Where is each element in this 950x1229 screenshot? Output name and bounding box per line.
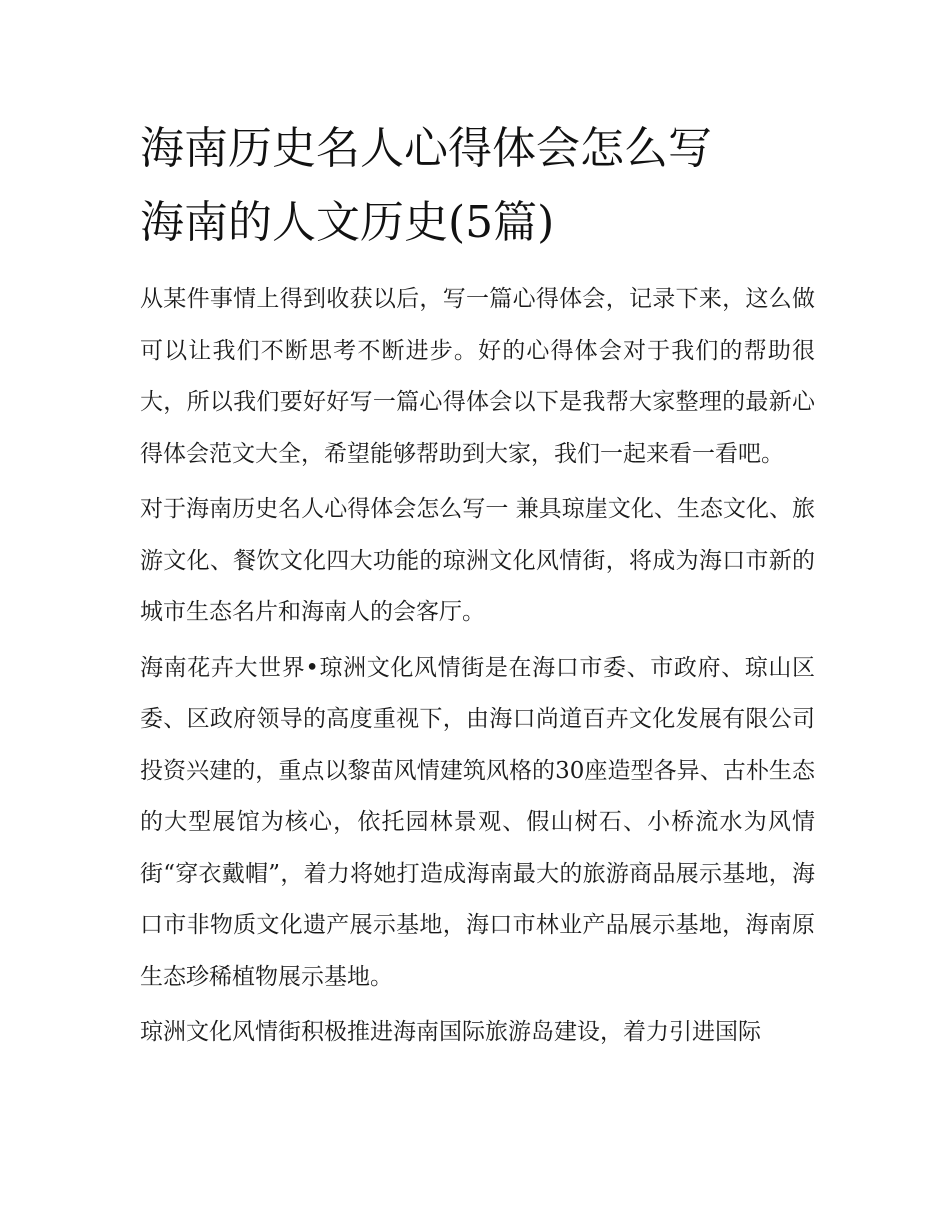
paragraph-tourism: 琼洲文化风情街积极推进海南国际旅游岛建设，着力引进国际 [140,1019,761,1045]
paragraph-section-one: 对于海南历史名人心得体会怎么写一 兼具琼崖文化、生态文化、旅游文化、餐饮文化四大功能的琼洲文化风情街，将成为海口市新的城市生态名片和海南人的会客厅。 [140,496,815,625]
paragraph-list [140,274,815,1059]
document-body [140,112,815,1063]
document-title [140,112,815,260]
paragraph-intro: 从某件事情上得到收获以后，写一篇心得体会，记录下来，这么做可以让我们不断思考不断进步。好的心得体会对于我们的帮助很大，所以我们要好好写一篇心得体会以下是我帮大家整理的最新心得体会范文大全，希望能够帮助到大家，我们一起来看一看吧。 [140,286,815,467]
title-line-2: 海南的人文历史(5篇) [140,197,555,248]
title-line-1: 海南历史名人心得体会怎么写 [140,123,712,174]
paragraph-flower-world: 海南花卉大世界•琼洲文化风情街是在海口市委、市政府、琼山区委、区政府领导的高度重视下，由海口尚道百卉文化发展有限公司投资兴建的，重点以黎苗风情建筑风格的30座造型各异、古朴生态的大型展馆为核心，依托园林景观、假山树石、小桥流水为风情街“穿衣戴帽”，着力将她打造成海南最大的旅游商品展示基地，海口市非物质文化遗产展示基地，海口市林业产品展示基地，海南原生态珍稀植物展示基地。 [140,654,815,990]
